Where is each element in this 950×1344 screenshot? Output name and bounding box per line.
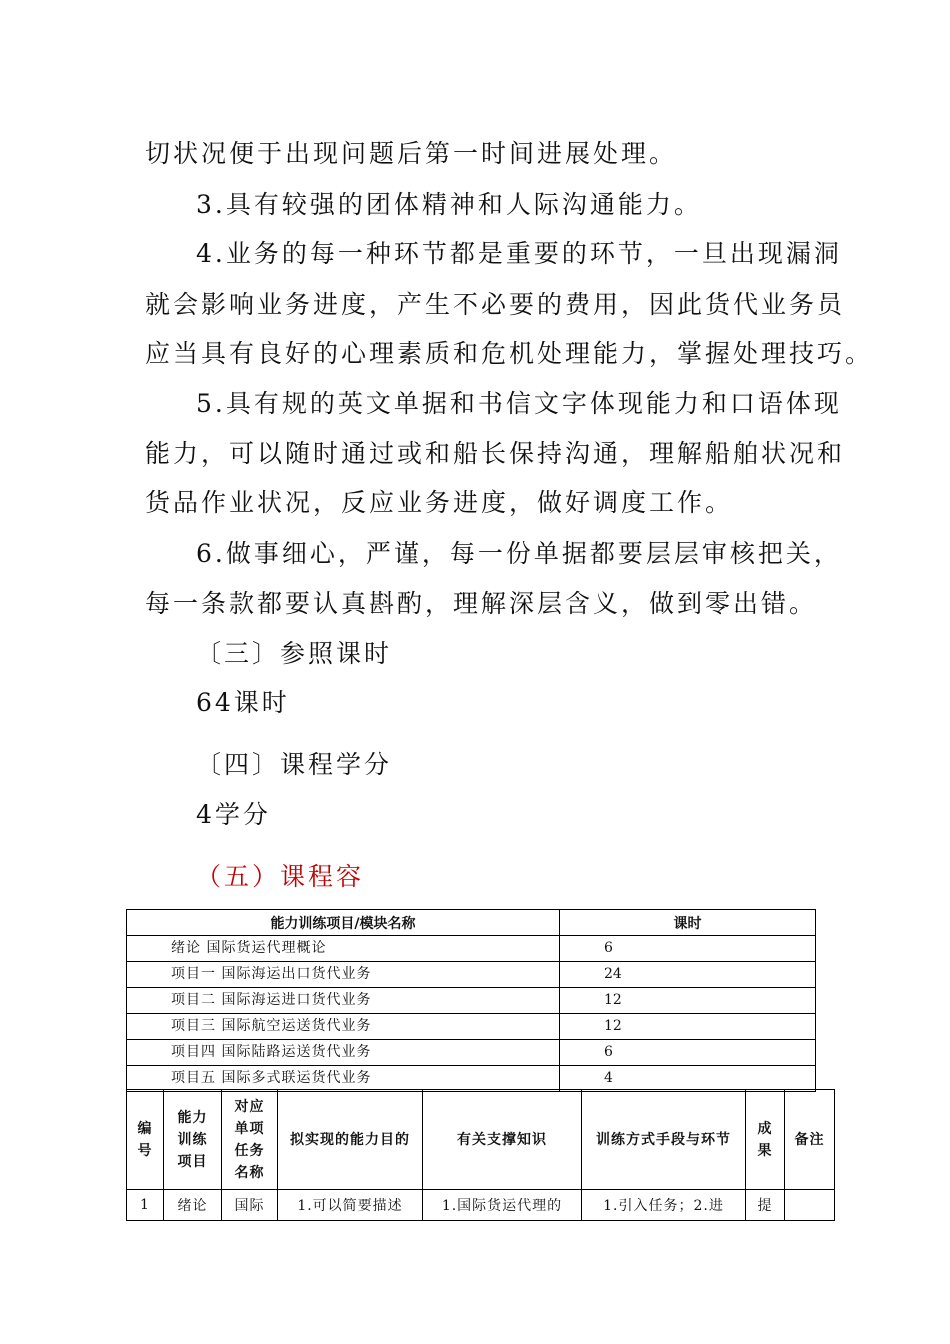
method-header: 训练方式手段与环节: [582, 1090, 746, 1190]
hours-header: 课时: [560, 910, 816, 936]
table-header-row: [127, 1090, 835, 1190]
paragraph-line: 就会影响业务进度，产生不必要的费用，因此货代业务员: [145, 290, 846, 319]
paragraph-line: 切状况便于出现问题后第一时间进展处理。: [145, 139, 678, 168]
table-row: [127, 1014, 816, 1040]
hours-cell: 4: [560, 1066, 816, 1092]
result-cell: 提: [746, 1190, 785, 1221]
method-cell: 1.引入任务；2.进: [582, 1190, 746, 1221]
paragraph-line: 6.做事细心，严谨，每一份单据都要层层审核把关，: [196, 539, 842, 568]
paragraph-line: 应当具有良好的心理素质和危机处理能力，掌握处理技巧。: [145, 339, 874, 368]
module-name-cell: 项目三 国际航空运送货代业务: [127, 1014, 560, 1040]
remarks-cell: [785, 1190, 835, 1221]
ability-goal-cell: 1.可以简要描述: [278, 1190, 423, 1221]
module-name-cell: 项目一 国际海运出口货代业务: [127, 962, 560, 988]
hours-cell: 6: [560, 936, 816, 962]
module-name-cell: 绪论 国际货运代理概论: [127, 936, 560, 962]
course-hours-table: [126, 909, 816, 1092]
paragraph-line: 货品作业状况，反应业务进度，做好调度工作。: [145, 488, 734, 517]
knowledge-header: 有关支撑知识: [423, 1090, 582, 1190]
training-item-cell: 绪论: [164, 1190, 222, 1221]
task-name-header: 对应单项任务名称: [222, 1090, 278, 1190]
paragraph-line: 每一条款都要认真斟酌，理解深层含义，做到零出错。: [145, 589, 818, 618]
hours-value: 64课时: [196, 688, 290, 717]
hours-cell: 24: [560, 962, 816, 988]
remarks-header: 备注: [785, 1090, 835, 1190]
table-row: [127, 1190, 835, 1221]
module-name-cell: 项目四 国际陆路运送货代业务: [127, 1040, 560, 1066]
ability-goal-header: 拟实现的能力目的: [278, 1090, 423, 1190]
paragraph-line: 5.具有规的英文单据和书信文字体现能力和口语体现: [196, 389, 842, 418]
table-row: [127, 1066, 816, 1092]
table-row: [127, 988, 816, 1014]
table-row: [127, 962, 816, 988]
table-header-row: [127, 910, 816, 936]
paragraph-line: 能力，可以随时通过或和船长保持沟通，理解船舶状况和: [145, 439, 846, 468]
module-name-cell: 项目五 国际多式联运货代业务: [127, 1066, 560, 1092]
knowledge-cell: 1.国际货运代理的: [423, 1190, 582, 1221]
result-header: 成果: [746, 1090, 785, 1190]
number-cell: 1: [127, 1190, 164, 1221]
module-name-header: 能力训练项目/模块名称: [127, 910, 560, 936]
table-row: [127, 936, 816, 962]
number-header: 编号: [127, 1090, 164, 1190]
task-name-cell: 国际: [222, 1190, 278, 1221]
hours-cell: 12: [560, 1014, 816, 1040]
credits-value: 4学分: [196, 800, 271, 829]
hours-cell: 6: [560, 1040, 816, 1066]
table-row: [127, 1040, 816, 1066]
paragraph-line: 3.具有较强的团体精神和人际沟通能力。: [196, 190, 702, 219]
training-detail-table: [126, 1089, 835, 1221]
section-heading-credits: 〔四〕课程学分: [196, 750, 393, 779]
hours-cell: 12: [560, 988, 816, 1014]
paragraph-line: 4.业务的每一种环节都是重要的环节，一旦出现漏洞: [196, 239, 842, 268]
module-name-cell: 项目二 国际海运进口货代业务: [127, 988, 560, 1014]
section-heading-content: （五）课程容: [196, 862, 365, 891]
training-item-header: 能力训练项目: [164, 1090, 222, 1190]
section-heading-hours: 〔三〕参照课时: [196, 639, 393, 668]
